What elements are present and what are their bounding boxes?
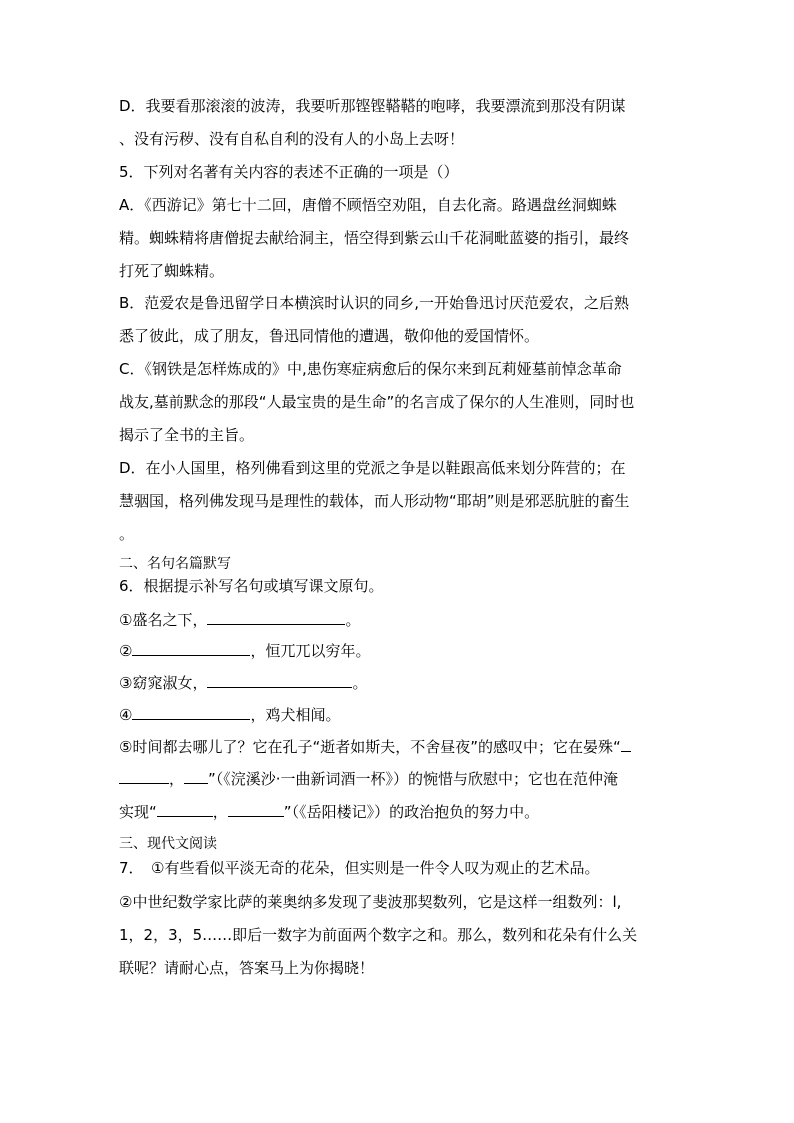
fill-item-2: [119, 641, 679, 661]
fill-item-5-line-3: [119, 802, 679, 822]
fill-item-5-prefix: 实现“: [119, 803, 157, 821]
answer-blank-5a[interactable]: [119, 769, 169, 784]
option-c-line-1: C．《钢铁是怎样炼成的》中,患伤寒症病愈后的保尔来到瓦莉娅墓前悼念革命: [119, 360, 622, 378]
option-d-line-1: D．我要看那滚滚的波涛，我要听那铿铿鞳鞳的咆哮，我要漂流到那没有阴谋: [119, 97, 626, 115]
answer-blank-1[interactable]: [207, 610, 345, 625]
option-d2-line-1: D．在小人国里，格列佛看到这里的党派之争是以鞋跟高低来划分阵营的；在: [119, 459, 626, 477]
fill-item-5-suffix: ”（《岳阳楼记》）的政治抱负的努力中。: [283, 803, 540, 821]
reading-paragraph-1: 7． ①有些看似平淡无奇的花朵，但实则是一件令人叹为观止的艺术品。: [119, 859, 600, 877]
answer-blank-5b[interactable]: [184, 769, 208, 784]
fill-item-5-comma-2: ，: [212, 803, 228, 821]
option-a-line-2: 精。蜘蛛精将唐僧捉去献给洞主，悟空得到紫云山千花洞毗蓝婆的指引，最终: [119, 229, 630, 247]
fill-item-2-prefix: ②: [119, 642, 133, 660]
option-a-line-3: 打死了蜘蛛精。: [119, 262, 225, 280]
fill-item-5-source: ”（《浣溪沙·一曲新词酒一杯》）的惋惜与欣慰中；它也在范仲淹: [208, 770, 619, 788]
fill-item-4-suffix: ，鸡犬相闻。: [250, 706, 341, 724]
option-b-line-1: B．范爱农是鲁迅留学日本横滨时认识的同乡,一开始鲁迅讨厌范爱农，之后熟: [119, 294, 630, 312]
section-3-heading: 三、现代文阅读: [119, 836, 217, 852]
reading-paragraph-2-line-2: 1，2，3，5……即后一数字为前面两个数字之和。那么，数列和花朵有什么关: [119, 926, 638, 944]
fill-item-3-suffix: 。: [352, 674, 368, 692]
answer-blank-4[interactable]: [132, 705, 250, 720]
fill-item-5-text: ⑤时间都去哪儿了？它在孔子“逝者如斯夫，不舍昼夜”的感叹中；它在晏殊“: [119, 738, 621, 756]
fill-item-1: [119, 610, 679, 630]
answer-blank-5c[interactable]: [157, 802, 213, 817]
option-c-line-2: 战友,墓前默念的那段“人最宝贵的是生命”的名言成了保尔的人生准则，同时也: [119, 393, 635, 411]
fill-item-4: [119, 705, 679, 725]
answer-blank-5d[interactable]: [228, 802, 284, 817]
fill-item-5-line-1: [119, 737, 679, 757]
answer-blank-3[interactable]: [207, 673, 352, 688]
reading-paragraph-2-line-3: 联呢？请耐心点，答案马上为你揭晓！: [119, 959, 375, 977]
reading-paragraph-2-line-1: ②中世纪数学家比萨的莱奥纳多发现了斐波那契数列，它是这样一组数列：l,: [119, 893, 622, 911]
fill-item-1-suffix: 。: [345, 611, 361, 629]
fill-item-5-comma: ，: [169, 770, 185, 788]
answer-blank-5a-start[interactable]: [621, 737, 631, 752]
fill-item-4-prefix: ④: [119, 706, 133, 724]
answer-blank-2[interactable]: [132, 641, 250, 656]
question-5: 5．下列对名著有关内容的表述不正确的一项是（）: [119, 163, 459, 181]
fill-item-5-line-2: [119, 769, 679, 789]
fill-item-2-suffix: ，恒兀兀以穷年。: [250, 642, 371, 660]
option-b-line-2: 悉了彼此，成了朋友，鲁迅同情他的遭遇，敬仰他的爱国情怀。: [119, 327, 540, 345]
fill-item-3: [119, 673, 679, 693]
option-c-line-3: 揭示了全书的主旨。: [119, 426, 255, 444]
fill-item-3-prefix: ③窈窕淑女，: [119, 674, 208, 692]
option-a-line-1: A．《西游记》第七十二回，唐僧不顾悟空劝阻，自去化斋。路遇盘丝洞蜘蛛: [119, 196, 617, 214]
question-6: 6．根据提示补写名句或填写课文原句。: [119, 577, 384, 595]
section-2-heading: 二、名句名篇默写: [119, 556, 231, 572]
fill-item-1-prefix: ①盛名之下，: [119, 611, 208, 629]
option-d2-line-3: 。: [119, 525, 135, 543]
option-d-line-2: 、没有污秽、没有自私自利的没有人的小岛上去呀！: [119, 130, 465, 148]
option-d2-line-2: 慧骃国，格列佛发现马是理性的载体，而人形动物“耶胡”则是邪恶肮脏的畜生: [119, 492, 630, 510]
